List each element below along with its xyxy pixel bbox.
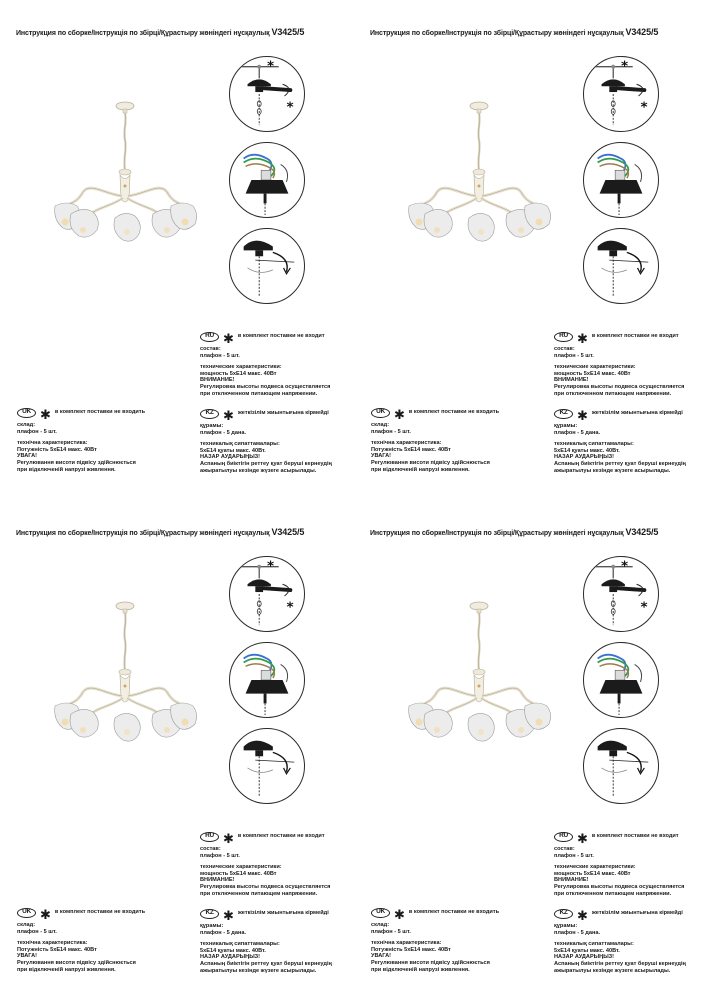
uk-line: технічна характеристика: [371, 940, 442, 947]
ru-line: мощность 5хЕ14 макс. 40Вт [200, 870, 277, 877]
step1-illustration [583, 556, 659, 632]
asterisk-icon: ✱ [40, 406, 51, 422]
kz-line: Аспаның биіктігін реттеу қуат беруші кернеудің [200, 960, 332, 967]
kz-line: Аспаның биіктігін реттеу қуат беруші кернеудің [554, 960, 686, 967]
asterisk-icon: ✱ [223, 830, 234, 846]
ru-line: при отключенном питающем напряжении. [200, 390, 318, 397]
kz-badge: KZ [200, 409, 219, 419]
svg-text:*: * [621, 58, 629, 75]
asterisk-icon: ✱ [577, 407, 588, 423]
step1-illustration [229, 556, 305, 632]
uk-line: УВАГА! [17, 953, 38, 960]
chandelier-illustration [399, 598, 559, 758]
step3-illustration [229, 728, 305, 804]
uk-line: технічна характеристика: [17, 440, 88, 447]
ru-line: плафон - 5 шт. [554, 352, 594, 359]
asterisk-icon: ✱ [577, 330, 588, 346]
asterisk-icon: ✱ [394, 906, 405, 922]
uk-line: Регулювання висоти підвісу здійснюється [371, 959, 490, 966]
kz-block [200, 408, 332, 474]
kz-badge: KZ [554, 409, 573, 419]
kz-line: құрамы: [200, 923, 224, 929]
kz-line: ажыратылуы кезінде жүзеге асырылады. [554, 467, 671, 474]
ru-line: технические характеристики: [554, 364, 636, 371]
uk-note: в комплект поставки не входить [408, 409, 500, 416]
asterisk-icon: ✱ [394, 406, 405, 422]
step2-illustration [229, 142, 305, 218]
kz-note: жеткізілім жиынтығына кірмейді [237, 910, 329, 917]
svg-text:*: * [286, 99, 294, 116]
ru-badge: RU [200, 332, 219, 342]
uk-line: Потужність 5хЕ14 макс. 40Вт [371, 446, 451, 453]
ru-line: состав: [554, 346, 575, 352]
kz-line: құрамы: [554, 423, 578, 429]
instruction-sheet [354, 500, 707, 1000]
title-text: Инструкция по сборке/Інструкція по збірці/Құрастыру жөніндегі нұсқаулық [16, 530, 270, 537]
ru-line: Регулировка высоты подвеса осуществляется [554, 883, 685, 890]
uk-line: технічна характеристика: [371, 440, 442, 447]
ru-line: ВНИМАНИЕ! [554, 377, 589, 384]
title-text: Инструкция по сборке/Інструкція по збірці/Құрастыру жөніндегі нұсқаулық [370, 530, 624, 537]
asterisk-icon: ✱ [577, 907, 588, 923]
step3-illustration [229, 228, 305, 304]
ru-line: ВНИМАНИЕ! [554, 877, 589, 884]
chandelier-illustration [45, 598, 205, 758]
uk-header [371, 906, 500, 922]
kz-line: ажыратылуы кезінде жүзеге асырылады. [554, 967, 671, 974]
kz-header [554, 907, 686, 923]
chandelier-illustration [45, 98, 205, 258]
ru-note: в комплект поставки не входит [237, 333, 325, 340]
uk-block [17, 407, 145, 473]
kz-line: техникалық сипаттамалары: [554, 441, 634, 448]
ru-badge: RU [554, 332, 573, 342]
kz-line: техникалық сипаттамалары: [200, 941, 280, 948]
uk-line: Потужність 5хЕ14 макс. 40Вт [371, 946, 451, 953]
ru-line: плафон - 5 шт. [200, 852, 240, 859]
svg-text:*: * [640, 99, 648, 116]
step1-illustration [583, 56, 659, 132]
kz-header [200, 907, 332, 923]
uk-line: при відключеній напрузі живлення. [17, 966, 116, 973]
svg-text:*: * [286, 599, 294, 616]
chandelier-illustration [399, 98, 559, 258]
model-number: V3425/5 [625, 527, 659, 537]
uk-line: Регулювання висоти підвісу здійснюється [17, 959, 136, 966]
model-number: V3425/5 [271, 27, 305, 37]
ru-badge: RU [554, 832, 573, 842]
uk-line: Регулювання висоти підвісу здійснюється [17, 459, 136, 466]
step2-illustration [583, 642, 659, 718]
ru-line: плафон - 5 шт. [200, 352, 240, 359]
ru-line: состав: [554, 846, 575, 852]
uk-line: технічна характеристика: [17, 940, 88, 947]
kz-block [200, 908, 332, 974]
ru-line: плафон - 5 шт. [554, 852, 594, 859]
title-text: Инструкция по сборке/Інструкція по збірці/Құрастыру жөніндегі нұсқаулық [16, 30, 270, 37]
ru-line: состав: [200, 846, 221, 852]
model-number: V3425/5 [271, 527, 305, 537]
uk-line: плафон - 5 шт. [371, 428, 411, 435]
kz-line: Аспаның биіктігін реттеу қуат беруші кернеудің [554, 460, 686, 467]
instruction-sheet [0, 0, 353, 500]
ru-line: мощность 5хЕ14 макс. 40Вт [554, 870, 631, 877]
ru-line: при отключенном питающем напряжении. [554, 390, 672, 397]
uk-line: склад: [17, 922, 36, 928]
uk-line: УВАГА! [17, 453, 38, 460]
uk-line: при відключеній напрузі живлення. [371, 466, 470, 473]
kz-line: 5хЕ14 қуаты макс. 40Вт. [200, 447, 266, 454]
uk-note: в комплект поставки не входить [408, 909, 500, 916]
kz-line: НАЗАР АУДАРЫҢЫЗ! [200, 454, 261, 461]
kz-note: жеткізілім жиынтығына кірмейді [591, 910, 683, 917]
uk-line: склад: [17, 422, 36, 428]
svg-text:*: * [621, 558, 629, 575]
kz-line: НАЗАР АУДАРЫҢЫЗ! [200, 954, 261, 961]
sheet-title [370, 527, 658, 537]
uk-line: плафон - 5 шт. [371, 928, 411, 935]
ru-block [200, 831, 330, 897]
kz-badge: KZ [200, 909, 219, 919]
ru-note: в комплект поставки не входит [591, 833, 679, 840]
kz-line: ажыратылуы кезінде жүзеге асырылады. [200, 467, 317, 474]
kz-header [554, 407, 686, 423]
step2-illustration [583, 142, 659, 218]
kz-line: техникалық сипаттамалары: [554, 941, 634, 948]
ru-note: в комплект поставки не входит [591, 333, 679, 340]
ru-line: при отключенном питающем напряжении. [200, 890, 318, 897]
ru-header [554, 830, 684, 846]
kz-header [200, 407, 332, 423]
uk-block [371, 407, 499, 473]
kz-block [554, 908, 686, 974]
svg-text:*: * [640, 599, 648, 616]
uk-block [371, 907, 499, 973]
ru-line: при отключенном питающем напряжении. [554, 890, 672, 897]
ru-badge: RU [200, 832, 219, 842]
kz-line: НАЗАР АУДАРЫҢЫЗ! [554, 454, 615, 461]
kz-line: ажыратылуы кезінде жүзеге асырылады. [200, 967, 317, 974]
step2-illustration [229, 642, 305, 718]
ru-line: технические характеристики: [554, 864, 636, 871]
uk-header [17, 406, 146, 422]
uk-line: Потужність 5хЕ14 макс. 40Вт [17, 946, 97, 953]
kz-line: 5хЕ14 қуаты макс. 40Вт. [554, 447, 620, 454]
ru-line: состав: [200, 346, 221, 352]
kz-line: плафон - 5 дана. [200, 429, 247, 436]
asterisk-icon: ✱ [577, 830, 588, 846]
kz-line: 5хЕ14 қуаты макс. 40Вт. [554, 947, 620, 954]
kz-line: 5хЕ14 қуаты макс. 40Вт. [200, 947, 266, 954]
sheet-title [16, 527, 304, 537]
svg-text:*: * [267, 58, 275, 75]
uk-badge: UK [371, 908, 390, 918]
ru-line: Регулировка высоты подвеса осуществляется [200, 383, 331, 390]
ru-line: ВНИМАНИЕ! [200, 877, 235, 884]
uk-badge: UK [17, 408, 36, 418]
kz-line: плафон - 5 дана. [554, 429, 601, 436]
ru-line: мощность 5хЕ14 макс. 40Вт [200, 370, 277, 377]
kz-block [554, 408, 686, 474]
kz-line: НАЗАР АУДАРЫҢЫЗ! [554, 954, 615, 961]
uk-line: УВАГА! [371, 953, 392, 960]
uk-line: УВАГА! [371, 453, 392, 460]
kz-line: плафон - 5 дана. [554, 929, 601, 936]
kz-line: техникалық сипаттамалары: [200, 441, 280, 448]
uk-line: склад: [371, 922, 390, 928]
kz-line: құрамы: [554, 923, 578, 929]
uk-header [371, 406, 500, 422]
ru-line: Регулировка высоты подвеса осуществляется [554, 383, 685, 390]
uk-line: Регулювання висоти підвісу здійснюється [371, 459, 490, 466]
kz-line: құрамы: [200, 423, 224, 429]
sheet-title [16, 27, 304, 37]
ru-line: мощность 5хЕ14 макс. 40Вт [554, 370, 631, 377]
uk-note: в комплект поставки не входить [54, 909, 146, 916]
ru-line: ВНИМАНИЕ! [200, 377, 235, 384]
uk-line: при відключеній напрузі живлення. [371, 966, 470, 973]
kz-note: жеткізілім жиынтығына кірмейді [237, 410, 329, 417]
kz-note: жеткізілім жиынтығына кірмейді [591, 410, 683, 417]
model-number: V3425/5 [625, 27, 659, 37]
sheet-title [370, 27, 658, 37]
title-text: Инструкция по сборке/Інструкція по збірці/Құрастыру жөніндегі нұсқаулық [370, 30, 624, 37]
uk-line: при відключеній напрузі живлення. [17, 466, 116, 473]
uk-badge: UK [17, 908, 36, 918]
kz-line: плафон - 5 дана. [200, 929, 247, 936]
ru-block [200, 331, 330, 397]
step3-illustration [583, 228, 659, 304]
uk-line: плафон - 5 шт. [17, 928, 57, 935]
ru-header [200, 830, 330, 846]
ru-line: технические характеристики: [200, 364, 282, 371]
ru-line: технические характеристики: [200, 864, 282, 871]
uk-header [17, 906, 146, 922]
kz-badge: KZ [554, 909, 573, 919]
svg-text:*: * [267, 558, 275, 575]
uk-line: плафон - 5 шт. [17, 428, 57, 435]
instruction-sheet [0, 500, 353, 1000]
step3-illustration [583, 728, 659, 804]
ru-block [554, 331, 684, 397]
asterisk-icon: ✱ [223, 407, 234, 423]
step1-illustration [229, 56, 305, 132]
ru-note: в комплект поставки не входит [237, 833, 325, 840]
uk-line: Потужність 5хЕ14 макс. 40Вт [17, 446, 97, 453]
ru-line: Регулировка высоты подвеса осуществляется [200, 883, 331, 890]
asterisk-icon: ✱ [40, 906, 51, 922]
asterisk-icon: ✱ [223, 330, 234, 346]
instruction-sheet [354, 0, 707, 500]
kz-line: Аспаның биіктігін реттеу қуат беруші кернеудің [200, 460, 332, 467]
ru-header [200, 330, 330, 346]
asterisk-icon: ✱ [223, 907, 234, 923]
uk-note: в комплект поставки не входить [54, 409, 146, 416]
ru-header [554, 330, 684, 346]
uk-badge: UK [371, 408, 390, 418]
uk-line: склад: [371, 422, 390, 428]
ru-block [554, 831, 684, 897]
uk-block [17, 907, 145, 973]
